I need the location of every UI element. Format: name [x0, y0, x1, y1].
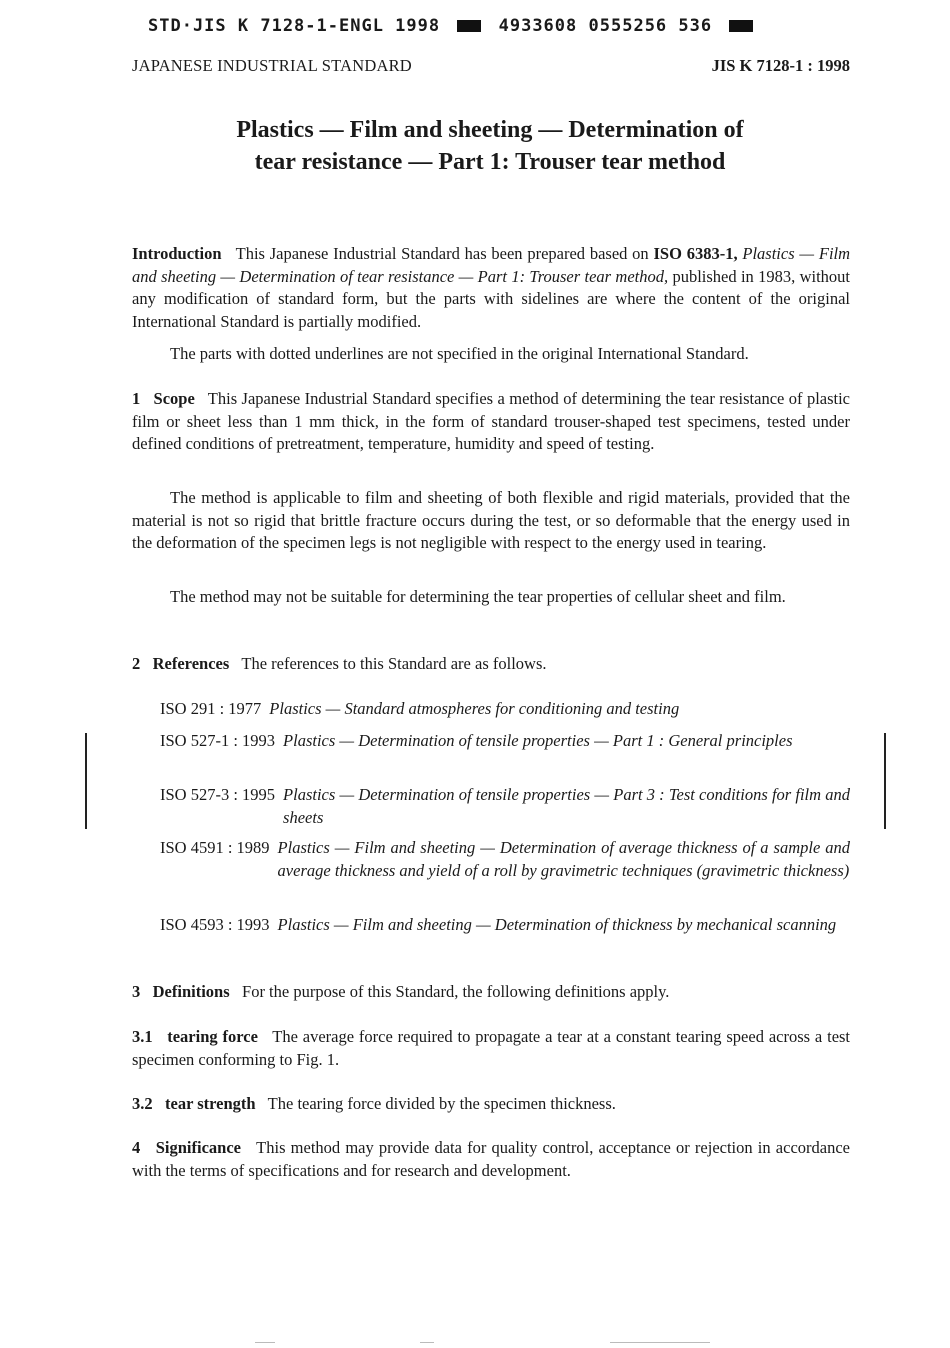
- intro-iso-title: Plastics — Film and sheeting — Determination of tear resistance — Part 1: Trouser tear method,: [132, 244, 851, 286]
- scope-number: 1: [132, 389, 141, 408]
- reference-item: [160, 914, 850, 937]
- right-sideline: [884, 733, 886, 829]
- references-intro: The references to this Standard are as follows.: [241, 654, 547, 673]
- definition-3-1: [132, 1026, 850, 1071]
- reference-title: Plastics — Standard atmospheres for conditioning and testing: [269, 699, 680, 718]
- definition-term: tearing force: [167, 1027, 258, 1046]
- barcode-2: 0555256: [588, 16, 668, 36]
- title-line-2: tear resistance — Part 1: Trouser tear method: [254, 149, 726, 175]
- references-paragraph: [132, 653, 850, 676]
- intro-text-a: This Japanese Industrial Standard has been prepared based on: [235, 244, 649, 263]
- scan-artifact: [610, 1342, 710, 1343]
- significance-number: 4: [132, 1138, 141, 1157]
- barcode-3: 536: [678, 16, 713, 36]
- catalog-line: [148, 16, 759, 36]
- significance-paragraph: [132, 1137, 850, 1182]
- reference-code: ISO 4591 : 1989: [160, 838, 270, 857]
- black-block-2: [729, 20, 753, 32]
- scan-artifact: [255, 1342, 275, 1343]
- scan-artifact: [420, 1342, 434, 1343]
- standard-type: JAPANESE INDUSTRIAL STANDARD: [132, 56, 412, 75]
- reference-item: [160, 730, 850, 753]
- catalog-text: STD·JIS K 7128-1-ENGL 1998: [148, 16, 441, 36]
- introduction-heading: Introduction: [132, 244, 222, 263]
- definitions-intro: For the purpose of this Standard, the following definitions apply.: [242, 982, 670, 1001]
- definition-term: tear strength: [165, 1094, 256, 1113]
- scope-text-1: This Japanese Industrial Standard specifies a method of determining the tear resistance of plastic film or sheet less than 1 mm thick, in the form of standard trouser-shaped test specimens, tested under defined conditions of pretreatment, temperature, humidity and speed of testing.: [132, 389, 851, 454]
- definitions-heading: Definitions: [152, 982, 230, 1001]
- barcode-1: 4933608: [498, 16, 578, 36]
- definition-number: 3.1: [132, 1027, 153, 1046]
- references-heading: References: [152, 654, 230, 673]
- reference-title: Plastics — Determination of tensile properties — Part 1 : General principles: [283, 731, 793, 750]
- references-number: 2: [132, 654, 141, 673]
- reference-title: Plastics — Determination of tensile properties — Part 3 : Test conditions for film and sheets: [283, 785, 850, 827]
- scope-paragraph-3: The method may not be suitable for determining the tear properties of cellular sheet and film.: [170, 587, 786, 606]
- definition-3-2: [132, 1093, 850, 1116]
- significance-text: This method may provide data for quality control, acceptance or rejection in accordance with the terms of specifications and for research and development.: [132, 1138, 850, 1180]
- definition-text: The average force required to propagate a tear at a constant tearing speed across a test specimen conforming to Fig. 1.: [132, 1027, 851, 1069]
- document-title: [0, 114, 950, 178]
- standard-number: JIS K 7128-1 : 1998: [711, 56, 850, 75]
- definition-number: 3.2: [132, 1094, 153, 1113]
- reference-code: ISO 527-1 : 1993: [160, 731, 276, 750]
- reference-code: ISO 291 : 1977: [160, 699, 262, 718]
- significance-heading: Significance: [155, 1138, 241, 1157]
- scope-paragraph-2: The method is applicable to film and sheeting of both flexible and rigid materials, provided that the material is not so rigid that brittle fracture occurs during the test, or so deformable that the energy used in the deformation of the specimen legs is not negligible with respect to the energy used in tearing.: [132, 488, 850, 553]
- scope-paragraph: [132, 388, 850, 456]
- intro-paragraph-2: The parts with dotted underlines are not specified in the original International Standard.: [170, 344, 749, 363]
- definitions-number: 3: [132, 982, 141, 1001]
- black-block-1: [457, 20, 481, 32]
- reference-code: ISO 527-3 : 1995: [160, 785, 276, 804]
- reference-item: [160, 837, 850, 882]
- intro-iso-ref: ISO 6383-1,: [653, 244, 738, 263]
- reference-code: ISO 4593 : 1993: [160, 915, 270, 934]
- introduction-paragraph: [132, 243, 850, 333]
- definition-text: The tearing force divided by the specimen thickness.: [267, 1094, 616, 1113]
- reference-title: Plastics — Film and sheeting — Determination of average thickness of a sample and average thickness and yield of a roll by gravimetric techniques (gravimetric thickness): [277, 838, 850, 880]
- scope-heading: Scope: [153, 389, 195, 408]
- reference-item: [160, 698, 850, 721]
- definitions-paragraph: [132, 981, 850, 1004]
- left-sideline: [85, 733, 87, 829]
- reference-title: Plastics — Film and sheeting — Determination of thickness by mechanical scanning: [277, 915, 837, 934]
- intro-text-b: published in 1983, without any modification of standard form, but the parts with sidelines are where the content of the original International Standard is partially modified.: [132, 266, 851, 331]
- title-line-1: Plastics — Film and sheeting — Determination of: [236, 117, 744, 143]
- reference-item: [160, 784, 850, 829]
